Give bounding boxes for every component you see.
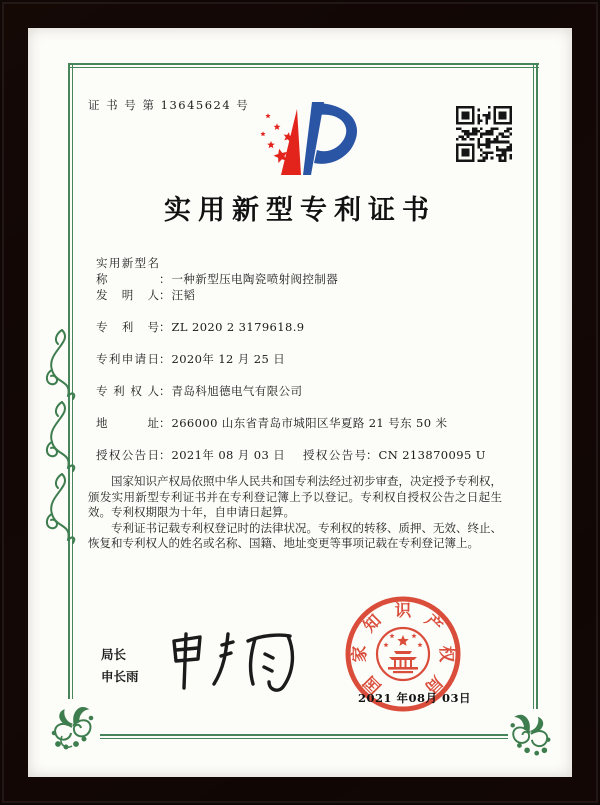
signer-name: 申长雨 — [101, 669, 139, 684]
svg-text:知: 知 — [359, 610, 385, 636]
grant-number-group — [303, 447, 486, 463]
svg-text:产: 产 — [421, 610, 447, 636]
field-label: 地址 — [96, 416, 159, 430]
field-label: 授权公告日 — [96, 448, 159, 462]
field-label: 专利权人 — [96, 384, 159, 398]
certificate-title: 实用新型专利证书 — [164, 195, 436, 226]
field-value: 2021年 08 月 03 日 — [171, 448, 286, 462]
legal-paragraph-2: 专利证书记载专利权登记时的法律状况。专利权的转移、质押、无效、终止、恢复和专利权人的姓名或名称、国籍、地址变更等事项记载在专利登记簿上。 — [88, 520, 502, 550]
floral-ornament-bottom-right — [506, 708, 554, 758]
field-value: 青岛科旭德电气有限公司 — [171, 384, 303, 398]
field-label: 发明人 — [96, 288, 159, 302]
seal-emblem — [377, 628, 429, 680]
field-value: ZL 2020 2 3179618.9 — [171, 320, 305, 334]
field-label: 授权公告号 — [303, 448, 366, 462]
field-colon: ： — [159, 272, 171, 286]
qr-code — [456, 106, 512, 162]
field-row-inventor — [96, 287, 526, 319]
svg-text:国: 国 — [359, 672, 385, 698]
field-label: 实用新型名称 — [96, 256, 159, 286]
logo-red-wedge — [281, 109, 301, 175]
field-value: CN 213870095 U — [378, 448, 486, 462]
field-value: 2020年 12 月 25 日 — [171, 352, 286, 366]
field-row-filing-date — [96, 351, 526, 383]
svg-text:局: 局 — [421, 672, 447, 698]
border-line-bottom — [100, 734, 508, 739]
field-row-name — [96, 255, 526, 287]
field-colon: ： — [159, 288, 171, 302]
floral-ornament-bottom-left — [48, 700, 98, 752]
field-colon: ： — [159, 384, 171, 398]
grant-date-group — [96, 448, 285, 462]
svg-text:识: 识 — [394, 601, 412, 620]
signature-shen-changyu — [164, 626, 324, 704]
field-row-patent-number — [96, 319, 526, 351]
patent-office-logo — [254, 99, 364, 179]
vine-ornament-left — [40, 328, 80, 544]
field-value: 一种新型压电陶瓷喷射阀控制器 — [171, 272, 339, 286]
field-colon: ： — [159, 416, 171, 430]
field-colon: ： — [366, 448, 378, 462]
certificate-number: 证 书 号 第 13645624 号 — [88, 98, 250, 112]
field-label: 专利号 — [96, 320, 159, 334]
field-colon: ： — [159, 320, 171, 334]
border-line-top — [68, 63, 539, 68]
field-value: 汪韬 — [171, 288, 196, 302]
seal-date: 2021 年08月 03日 — [358, 691, 472, 705]
legal-paragraph-1: 国家知识产权局依照中华人民共和国专利法经过初步审查，决定授予专利权，颁发实用新型专利证书并在专利登记簿上予以登记。专利权自授权公告之日起生效。专利权期限为十年，自申请日起算。 — [88, 474, 502, 519]
logo-blue-p — [303, 102, 357, 175]
field-row-address — [96, 415, 526, 447]
field-value: 266000 山东省青岛市城阳区华夏路 21 号东 50 米 — [171, 416, 448, 430]
certificate-page — [28, 28, 572, 777]
border-line-right — [533, 63, 538, 709]
signer-title: 局长 — [101, 647, 127, 662]
svg-text:家: 家 — [350, 645, 369, 663]
svg-text:权: 权 — [437, 645, 456, 663]
signer-block — [101, 644, 139, 688]
field-colon: ： — [159, 448, 171, 462]
field-row-patentee — [96, 383, 526, 415]
field-label: 专利申请日 — [96, 352, 159, 366]
legal-text — [88, 474, 502, 552]
field-list — [96, 255, 526, 479]
field-colon: ： — [159, 352, 171, 366]
